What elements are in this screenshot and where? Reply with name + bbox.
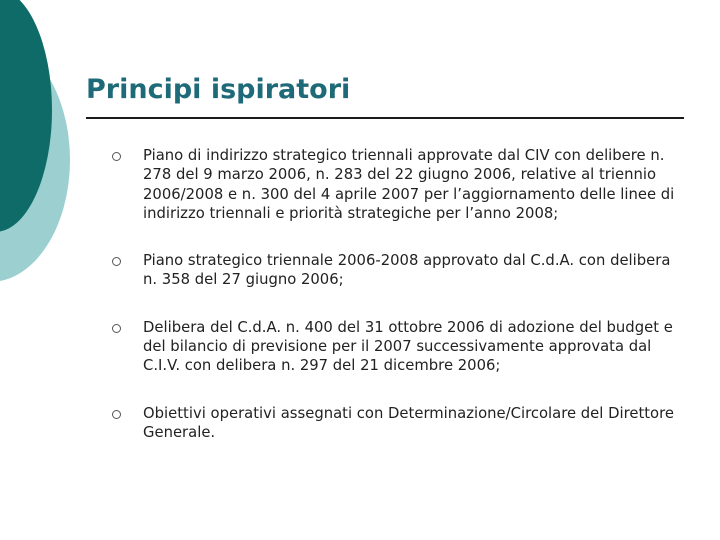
bullet-text: Obiettivi operativi assegnati con Determinazione/Circolare del Direttore Generale. (143, 404, 674, 441)
slide-title: Principi ispiratori (86, 74, 351, 105)
hollow-circle-bullet-icon (112, 410, 121, 419)
hollow-circle-bullet-icon (112, 324, 121, 333)
hollow-circle-bullet-icon (112, 152, 121, 161)
bullet-list (110, 146, 680, 442)
hollow-circle-bullet-icon (112, 257, 121, 266)
bullet-text: Piano strategico triennale 2006-2008 approvato dal C.d.A. con delibera n. 358 del 27 giugno 2006; (143, 252, 671, 289)
bullet-item-plan-indirizzo (110, 146, 680, 223)
bullet-text: Piano di indirizzo strategico triennali approvate dal CIV con delibere n. 278 del 9 marzo 2006, n. 283 del 22 giugno 2006, relative al triennio 2006/2008 e n. 300 del 4 aprile 2007 per l’aggiornamento delle linee di indirizzo triennali e priorità strategiche per l’anno 2008; (143, 147, 675, 222)
bullet-item-delibera-cda (110, 318, 680, 376)
bullet-item-obiettivi-operativi (110, 404, 680, 443)
decorative-circles (0, 0, 80, 300)
bullet-item-piano-strategico (110, 251, 680, 290)
bullet-text: Delibera del C.d.A. n. 400 del 31 ottobre 2006 di adozione del budget e del bilancio di previsione per il 2007 successivamente approvata dal C.I.V. con delibera n. 297 del 21 dicembre 2006; (143, 318, 673, 375)
title-underline (86, 117, 684, 119)
